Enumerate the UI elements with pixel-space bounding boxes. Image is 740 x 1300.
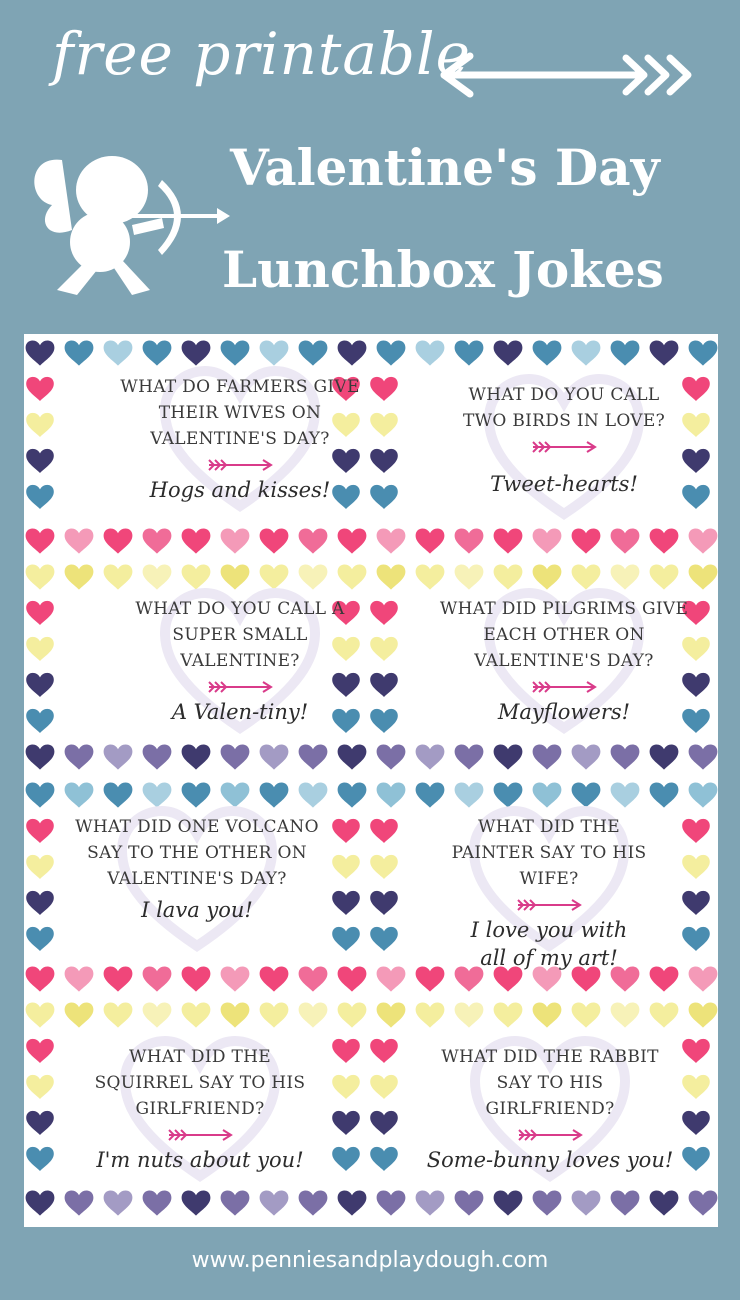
heart-icon [260,528,289,553]
title-line-1: Valentine's Day [230,138,660,197]
heart-icon [65,782,94,807]
heart-icon [65,564,94,589]
heart-icon [26,673,54,697]
heart-icon [650,564,679,589]
heart-icon [221,564,250,589]
heart-icon [572,340,601,365]
heart-icon [533,1190,562,1215]
joke-card [410,1044,690,1194]
joke-answer: I lava you! [141,898,253,922]
heart-icon [182,966,211,991]
heart-icon [338,528,367,553]
heart-icon [26,782,55,807]
heart-icon [221,782,250,807]
arrow-right-icon [165,1128,235,1142]
heart-icon [650,782,679,807]
heart-icon [26,744,55,769]
joke-card [110,596,370,746]
heart-icon [143,564,172,589]
joke-card [434,382,694,532]
heart-icon [689,1190,718,1215]
heart-icon [572,528,601,553]
footer-url: www.penniesandplaydough.com [191,1248,549,1273]
heart-icon [182,528,211,553]
tagline: free printable [52,20,471,88]
joke-answer: Tweet-hearts! [490,472,638,496]
heart-icon [494,782,523,807]
heart-icon [65,340,94,365]
heart-icon [182,744,211,769]
heart-icon [221,966,250,991]
heart-icon [455,340,484,365]
heart-icon [370,1111,398,1135]
heart-icon [260,1002,289,1027]
heart-icon [377,564,406,589]
heart-icon [494,340,523,365]
arrow-left-icon [436,50,696,100]
heart-icon [377,1190,406,1215]
heart-icon [533,744,562,769]
heart-icon [299,1190,328,1215]
heart-icon [143,744,172,769]
heart-icon [338,744,367,769]
heart-icon [370,449,398,473]
joke-card [52,814,342,964]
heart-icon [370,637,398,661]
heart-icon [26,1147,54,1171]
heart-icon [370,927,398,951]
heart-icon [611,528,640,553]
heart-icon [143,528,172,553]
heart-icon [104,966,133,991]
cupid-icon [22,130,232,300]
heart-icon [26,1190,55,1215]
heart-icon [377,1002,406,1027]
heart-icon [221,1002,250,1027]
heart-icon [260,782,289,807]
heart-icon [370,601,398,625]
heart-icon [611,782,640,807]
heart-icon [611,744,640,769]
joke-question: WHAT DID PILGRIMS GIVE EACH OTHER ON VALENTINE'S DAY? [439,599,689,671]
heart-icon [416,744,445,769]
heart-icon [143,1002,172,1027]
heart-icon [104,744,133,769]
heart-icon [370,673,398,697]
heart-icon [104,782,133,807]
heart-icon [26,637,54,661]
heart-icon [299,782,328,807]
heart-icon [689,1002,718,1027]
heart-icon [26,528,55,553]
heart-icon [650,1190,679,1215]
heart-icon [370,377,398,401]
heart-icon [416,782,445,807]
joke-card [434,596,694,746]
heart-icon [332,1111,360,1135]
heart-icon [377,782,406,807]
joke-question: WHAT DO YOU CALL A SUPER SMALL VALENTINE? [135,599,345,671]
heart-icon [182,564,211,589]
heart-icon [455,744,484,769]
heart-icon [611,1190,640,1215]
heart-icon [26,601,54,625]
heart-icon [182,782,211,807]
heart-icon [572,1002,601,1027]
heart-icon [533,340,562,365]
heart-icon [221,340,250,365]
arrow-right-icon [529,680,599,694]
heart-icon [26,927,54,951]
joke-answer: I'm nuts about you! [96,1148,304,1172]
header [0,0,740,330]
heart-icon [377,744,406,769]
heart-icon [370,1039,398,1063]
heart-icon [26,709,54,733]
joke-answer: I love you with all of my art! [470,918,628,970]
heart-icon [416,528,445,553]
heart-icon [611,564,640,589]
arrow-right-icon [205,458,275,472]
heart-icon [65,1002,94,1027]
arrow-right-icon [205,680,275,694]
heart-icon [689,744,718,769]
heart-icon [650,340,679,365]
heart-icon [26,564,55,589]
heart-icon [182,340,211,365]
heart-icon [494,528,523,553]
heart-icon [338,340,367,365]
heart-icon [26,1002,55,1027]
heart-icon [221,744,250,769]
heart-icon [299,1002,328,1027]
heart-icon [104,528,133,553]
heart-icon [26,377,54,401]
heart-icon [332,1075,360,1099]
heart-icon [143,1190,172,1215]
heart-icon [416,1002,445,1027]
heart-icon [611,340,640,365]
heart-icon [260,744,289,769]
heart-icon [370,413,398,437]
heart-icon [299,528,328,553]
joke-card [70,1044,330,1194]
title-line-2: Lunchbox Jokes [222,240,664,299]
heart-icon [143,340,172,365]
heart-icon [338,1002,367,1027]
heart-icon [370,855,398,879]
heart-icon [494,1190,523,1215]
heart-icon [494,744,523,769]
heart-icon [611,1002,640,1027]
joke-answer: Some-bunny loves you! [426,1148,674,1172]
heart-icon [338,1190,367,1215]
heart-icon [572,564,601,589]
joke-question: WHAT DID ONE VOLCANO SAY TO THE OTHER ON VALENTINE'S DAY? [75,817,319,889]
heart-icon [572,744,601,769]
heart-icon [26,413,54,437]
joke-answer: A Valen-tiny! [171,700,309,724]
heart-icon [572,1190,601,1215]
heart-icon [26,340,55,365]
heart-icon [689,564,718,589]
heart-icon [260,1190,289,1215]
heart-icon [416,1190,445,1215]
heart-icon [533,564,562,589]
heart-icon [338,564,367,589]
heart-icon [26,485,54,509]
heart-icon [332,1147,360,1171]
heart-icon [377,340,406,365]
heart-icon [377,966,406,991]
heart-icon [650,744,679,769]
heart-icon [299,340,328,365]
heart-icon [26,1111,54,1135]
heart-icon [65,744,94,769]
heart-icon [26,449,54,473]
heart-icon [26,1075,54,1099]
joke-answer: Mayflowers! [497,700,631,724]
heart-icon [221,528,250,553]
heart-icon [370,819,398,843]
heart-icon [455,1002,484,1027]
joke-question: WHAT DO YOU CALL TWO BIRDS IN LOVE? [463,385,665,431]
joke-question: WHAT DID THE PAINTER SAY TO HIS WIFE? [451,817,647,889]
heart-icon [455,1190,484,1215]
arrow-right-icon [529,440,599,454]
heart-icon [182,1002,211,1027]
heart-icon [370,1147,398,1171]
joke-answer: Hogs and kisses! [149,478,331,502]
heart-icon [143,782,172,807]
heart-icon [65,1190,94,1215]
heart-icon [26,891,54,915]
arrow-right-icon [515,1128,585,1142]
heart-icon [260,564,289,589]
heart-icon [416,564,445,589]
heart-icon [455,528,484,553]
heart-icon [455,782,484,807]
heart-icon [26,855,54,879]
heart-icon [104,564,133,589]
heart-icon [182,1190,211,1215]
heart-icon [260,340,289,365]
heart-icon [26,1039,54,1063]
heart-icon [104,1190,133,1215]
joke-question: WHAT DO FARMERS GIVE THEIR WIVES ON VALENTINE'S DAY? [120,377,360,449]
heart-icon [455,564,484,589]
heart-icon [338,966,367,991]
heart-icon [370,485,398,509]
heart-icon [104,340,133,365]
heart-icon [299,564,328,589]
heart-icon [377,528,406,553]
joke-card [110,374,370,524]
heart-icon [338,782,367,807]
heart-icon [416,340,445,365]
heart-icon [689,340,718,365]
heart-icon [299,744,328,769]
heart-icon [533,528,562,553]
heart-icon [332,1039,360,1063]
heart-icon [26,966,55,991]
arrow-right-icon [514,898,584,912]
heart-icon [370,891,398,915]
heart-icon [494,1002,523,1027]
heart-icon [221,1190,250,1215]
heart-icon [65,966,94,991]
heart-icon [370,1075,398,1099]
heart-icon [143,966,172,991]
joke-question: WHAT DID THE SQUIRREL SAY TO HIS GIRLFRIEND? [94,1047,306,1119]
heart-icon [65,528,94,553]
joke-question: WHAT DID THE RABBIT SAY TO HIS GIRLFRIEND? [441,1047,659,1119]
heart-icon [494,564,523,589]
heart-icon [689,528,718,553]
joke-card [404,814,694,970]
heart-icon [299,966,328,991]
heart-icon [260,966,289,991]
heart-icon [650,1002,679,1027]
heart-icon [26,819,54,843]
heart-icon [370,709,398,733]
heart-icon [104,1002,133,1027]
heart-icon [650,528,679,553]
heart-icon [533,1002,562,1027]
heart-icon [689,782,718,807]
printable-sheet [24,334,718,1227]
heart-icon [572,782,601,807]
heart-icon [533,782,562,807]
